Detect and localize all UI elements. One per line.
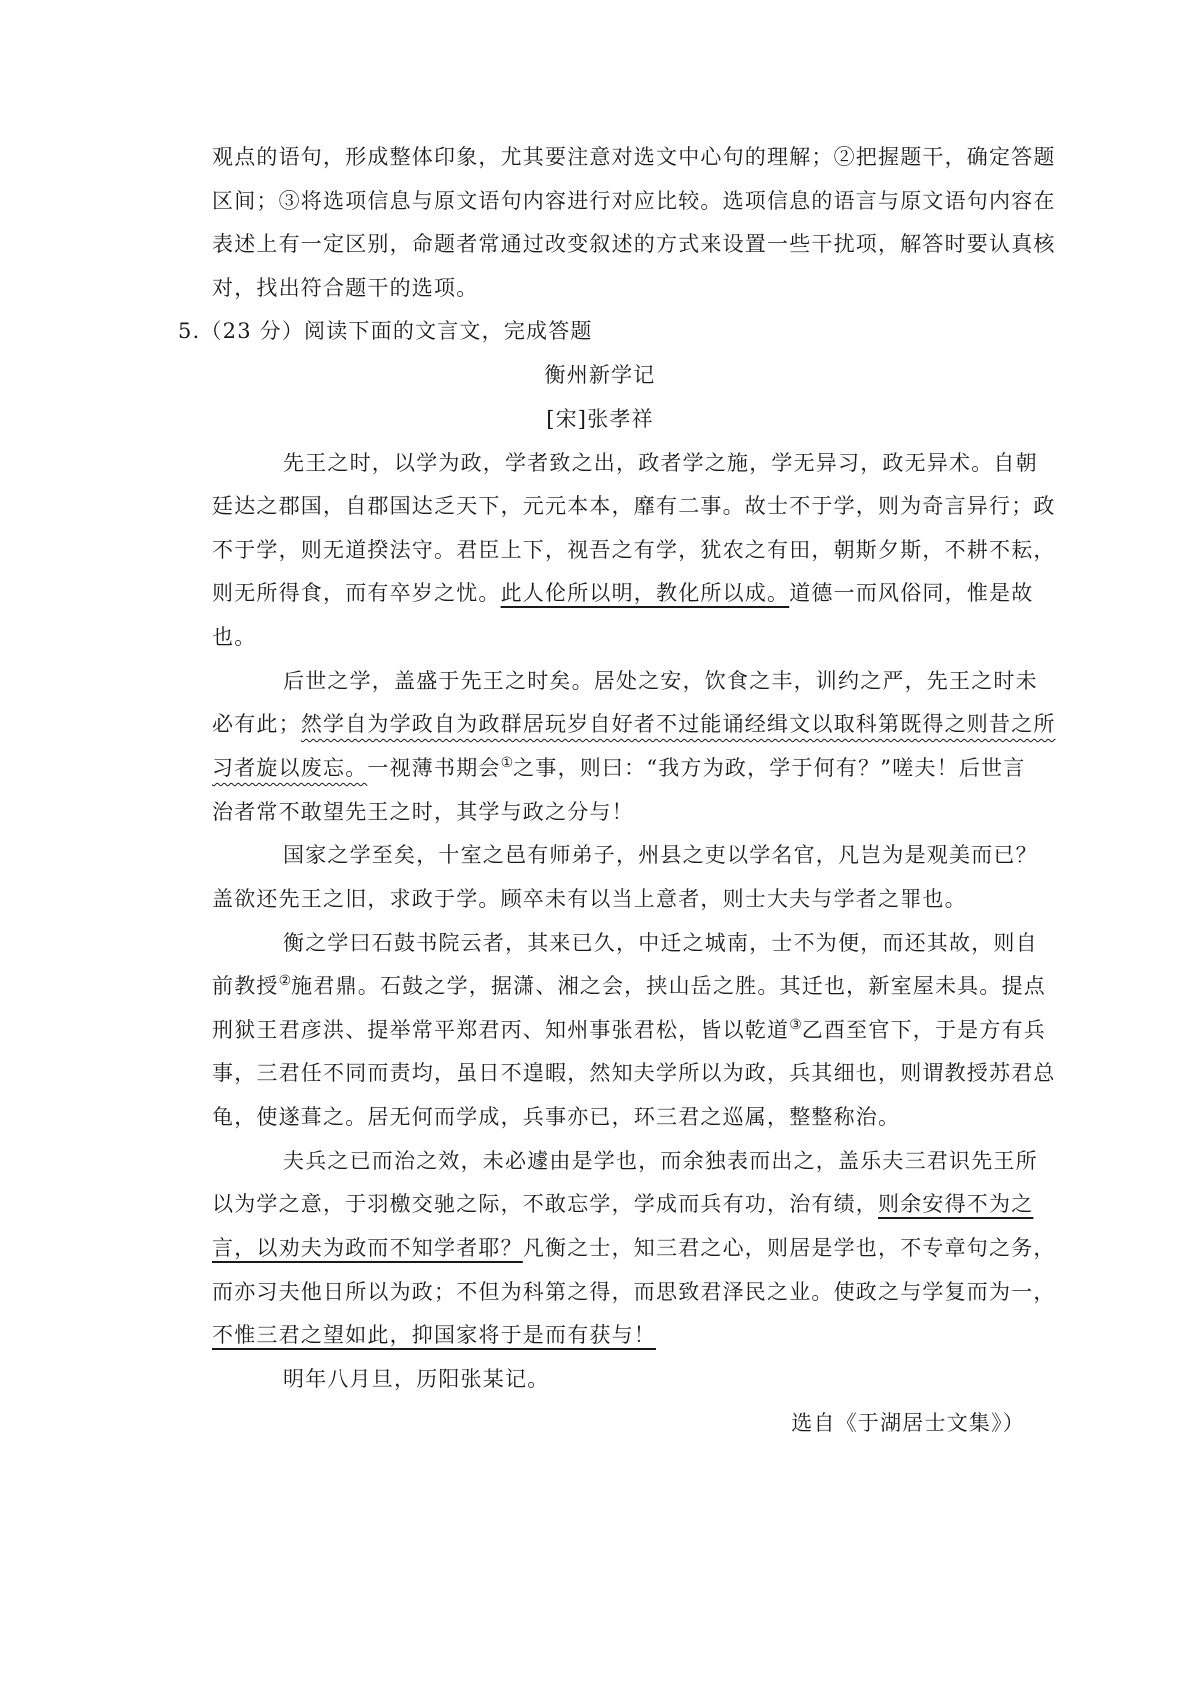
essay-line: 廷达之郡国，自郡国达乏天下，元元本本，靡有二事。故士不于学，则为奇言异行；政 (212, 494, 1056, 518)
essay-line: 国家之学至矣，十室之邑有师弟子，州县之吏以学名官，凡岂为是观美而已？ (283, 843, 1038, 867)
underlined-sentence: 不惟三君之望如此，抑国家将于是而有获与！ (212, 1323, 656, 1347)
essay-title: 衡州新学记 (544, 363, 656, 387)
analysis-line-4: 对，找出符合题干的选项。 (212, 276, 479, 300)
essay-segment: 凡衡之士，知三君之心，则居是学也，不专章句之务， (522, 1236, 1056, 1260)
question-heading (178, 317, 593, 345)
wavy-underlined-passage: 然学自为学政自为政群居玩岁自好者不过能诵经缉文以取科第既得之则昔之所 (300, 712, 1056, 736)
essay-segment: 之事，则曰：“我方为政，学于何有？”嗟夫！后世言 (513, 756, 1026, 780)
essay-line: 而亦习夫他日所以为政；不但为科第之得，而思致君泽民之业。使政之与学复而为一， (212, 1280, 1056, 1304)
essay-segment: 前教授 (212, 974, 279, 998)
essay-line: 夫兵之已而治之效，未必遽由是学也，而余独表而出之，盖乐夫三君识先王所 (283, 1149, 1038, 1173)
essay-segment: 必有此； (212, 712, 301, 736)
essay-line (212, 1016, 1046, 1044)
essay-line (212, 1190, 1033, 1218)
essay-line (212, 579, 1033, 607)
question-text: （23 分）阅读下面的文言文，完成答题 (200, 319, 593, 343)
underlined-sentence: 言，以劝夫为政而不知学者耶？ (212, 1236, 523, 1260)
essay-line (212, 710, 1056, 738)
essay-line: 不于学，则无道揆法守。君臣上下，视吾之有学，犹农之有田，朝斯夕斯，不耕不耘， (212, 538, 1056, 562)
essay-line: 衡之学曰石鼓书院云者，其来已久，中迁之城南，士不为便，而还其故，则自 (283, 931, 1038, 955)
essay-source: 选自《于湖居士文集》） (791, 1411, 1025, 1435)
essay-line (212, 1321, 656, 1349)
essay-line: 盖欲还先王之旧，求政于学。顾卒未有以当上意者，则士大夫与学者之罪也。 (212, 887, 967, 911)
essay-line: 龟，使遂葺之。居无何而学成，兵事亦已，环三君之巡属，整整称治。 (212, 1105, 901, 1129)
essay-line (212, 754, 1025, 782)
footnote-mark: ③ (789, 1017, 802, 1033)
underlined-sentence: 此人伦所以明，教化所以成。 (500, 581, 790, 605)
essay-segment: 道德一而风俗同，惟是故 (789, 581, 1034, 605)
wavy-underlined-passage: 习者旋以废忘。 (212, 756, 368, 780)
footnote-mark: ② (278, 973, 292, 989)
essay-line: 明年八月旦，历阳张某记。 (283, 1367, 550, 1391)
essay-line (212, 1234, 1056, 1262)
essay-segment: 乙酉至官下，于是方有兵 (801, 1018, 1046, 1042)
essay-line: 也。 (212, 625, 257, 649)
essay-line: 治者常不敢望先王之时，其学与政之分与！ (212, 800, 634, 824)
essay-author: [宋]张孝祥 (546, 407, 654, 431)
analysis-line-3: 表述上有一定区别，命题者常通过改变叙述的方式来设置一些干扰项，解答时要认真核 (212, 232, 1056, 256)
essay-line: 后世之学，盖盛于先王之时矣。居处之安，饮食之丰，训约之严，先王之时未 (283, 669, 1038, 693)
essay-segment: 刑狱王君彦洪、提举常平郑君丙、知州事张君松，皆以乾道 (212, 1018, 790, 1042)
essay-segment: 以为学之意，于羽檄交驰之际，不敢忘学，学成而兵有功，治有绩， (212, 1192, 878, 1216)
analysis-line-2: 区间；③将选项信息与原文语句内容进行对应比较。选项信息的语言与原文语句内容在 (212, 189, 1056, 213)
essay-line: 事，三君任不同而责均，虽日不遑暇，然知夫学所以为政，兵其细也，则谓教授苏君总 (212, 1061, 1056, 1085)
essay-segment: 施君鼎。石鼓之学，据潇、湘之会，挟山岳之胜。其迁也，新室屋未具。提点 (291, 974, 1046, 998)
essay-segment: 则无所得食，而有卒岁之忧。 (212, 581, 501, 605)
essay-line: 先王之时，以学为政，学者致之出，政者学之施，学无异习，政无异术。自朝 (283, 451, 1038, 475)
question-number: 5. (178, 319, 201, 343)
underlined-sentence: 则余安得不为之 (878, 1192, 1034, 1216)
essay-line (212, 972, 1046, 1000)
footnote-mark: ① (500, 755, 514, 771)
essay-segment: 一视薄书期会 (367, 756, 501, 780)
analysis-line-1: 观点的语句，形成整体印象，尤其要注意对选文中心句的理解；②把握题干，确定答题 (212, 145, 1056, 169)
